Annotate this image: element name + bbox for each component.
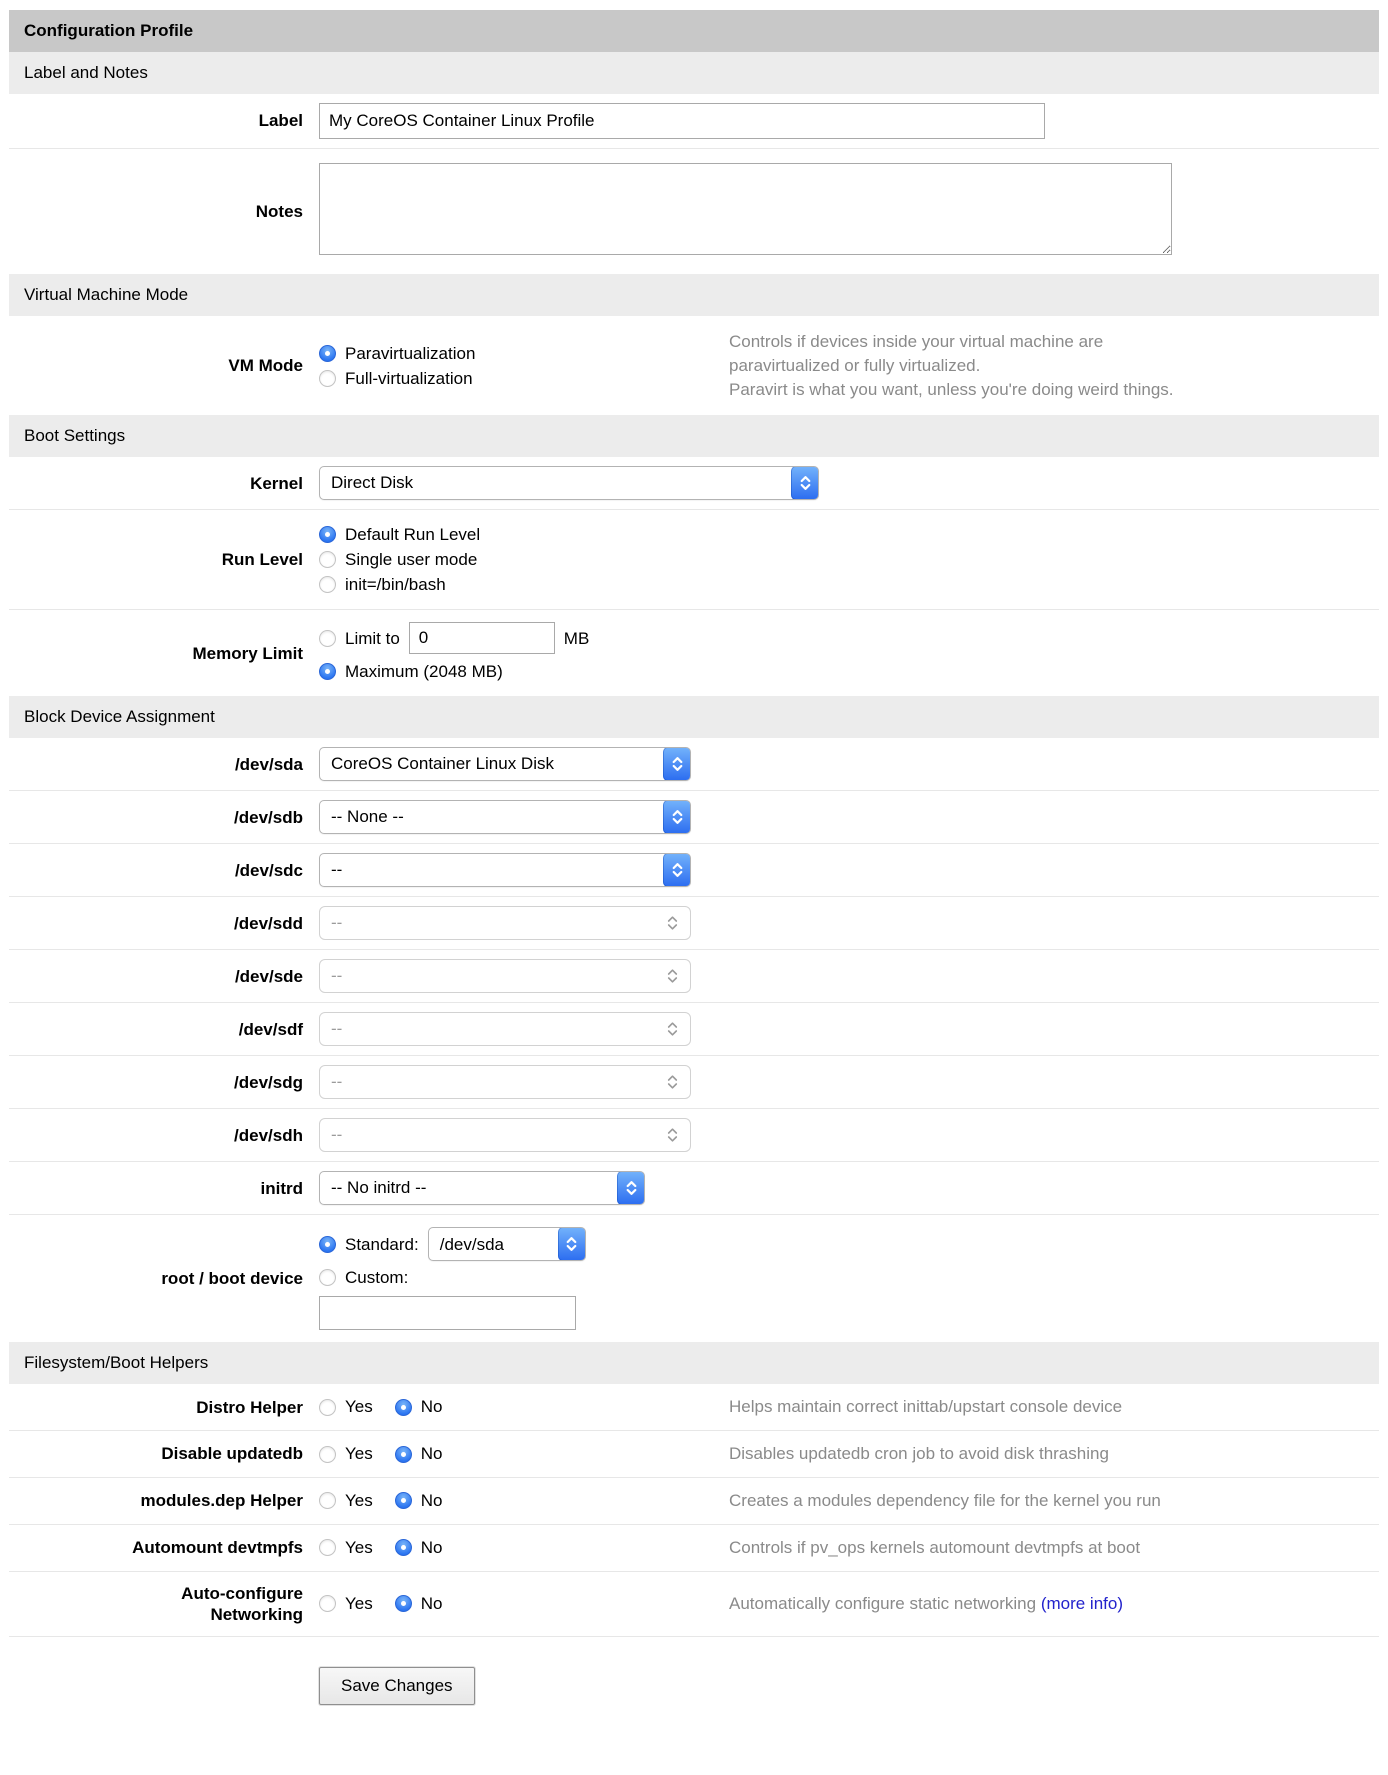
automount-devtmpfs-no-label: No: [420, 1537, 443, 1557]
label-field-label: Label: [258, 111, 303, 131]
automount-devtmpfs-row: [9, 1525, 1379, 1572]
distro-helper-yes-radio[interactable]: [319, 1399, 336, 1416]
root-device-standard-label: Standard:: [345, 1234, 419, 1254]
section-filesystem-boot-helpers: Filesystem/Boot Helpers: [9, 1342, 1379, 1384]
modules-dep-helper-help-text: Creates a modules dependency file for the kernel you run: [729, 1490, 1161, 1510]
device-sdh-select: [319, 1118, 691, 1152]
distro-helper-yes-label: Yes: [345, 1397, 373, 1417]
section-virtual-machine-mode: Virtual Machine Mode: [9, 274, 1379, 316]
auto-configure-networking-no-label: No: [420, 1593, 443, 1613]
run-level-row: [9, 510, 1379, 610]
run-level-label: Run Level: [221, 550, 303, 570]
modules-dep-helper-row: [9, 1478, 1379, 1525]
distro-helper-no-radio[interactable]: [395, 1399, 412, 1416]
more-info-link[interactable]: (more info): [1040, 1593, 1123, 1613]
disable-updatedb-no-radio[interactable]: [395, 1446, 412, 1463]
chevron-up-down-icon: [658, 959, 686, 993]
device-row-sdf: [9, 1003, 1379, 1056]
distro-helper-help-text: Helps maintain correct inittab/upstart console device: [729, 1397, 1123, 1417]
vm-mode-label: VM Mode: [228, 356, 303, 376]
auto-configure-networking-label: Auto-configure Networking: [181, 1583, 303, 1624]
modules-dep-helper-yes-radio[interactable]: [319, 1492, 336, 1509]
page-title: Configuration Profile: [9, 10, 1379, 52]
vm-mode-paravirtualization-radio[interactable]: [319, 345, 336, 362]
chevron-up-down-icon: [617, 1171, 645, 1205]
memory-limit-label: Memory Limit: [192, 643, 303, 663]
device-sdf-label: /dev/sdf: [238, 1019, 303, 1039]
chevron-up-down-icon: [663, 853, 691, 887]
device-sda-select[interactable]: [319, 747, 691, 781]
device-row-sdb: [9, 791, 1379, 844]
section-block-device-assignment: Block Device Assignment: [9, 696, 1379, 738]
chevron-up-down-icon: [558, 1227, 586, 1261]
chevron-up-down-icon: [791, 466, 819, 500]
auto-configure-networking-help-text: Automatically configure static networking: [729, 1593, 1041, 1613]
chevron-up-down-icon: [658, 906, 686, 940]
device-sde-label: /dev/sde: [234, 966, 303, 986]
device-sdg-select-value: --: [331, 1072, 343, 1092]
device-sdd-select-value: --: [331, 913, 343, 933]
run-level-init-bash-label: init=/bin/bash: [345, 575, 446, 595]
device-row-sdc: [9, 844, 1379, 897]
vm-mode-row: [9, 316, 1379, 415]
device-sdf-select: [319, 1012, 691, 1046]
automount-devtmpfs-yes-label: Yes: [345, 1537, 373, 1557]
root-device-standard-select[interactable]: [428, 1227, 586, 1261]
device-sda-label: /dev/sda: [234, 754, 303, 774]
device-sdc-select[interactable]: [319, 853, 691, 887]
notes-row: [9, 149, 1379, 274]
run-level-init-bash-radio[interactable]: [319, 576, 336, 593]
memory-limit-unit: MB: [563, 628, 590, 648]
device-row-sda: [9, 738, 1379, 791]
root-device-standard-select-value: /dev/sda: [439, 1234, 504, 1254]
device-sdh-label: /dev/sdh: [234, 1125, 303, 1145]
label-row: [9, 94, 1379, 149]
device-sdb-select-value: -- None --: [331, 807, 404, 827]
device-sdh-select-value: --: [331, 1125, 343, 1145]
auto-configure-networking-yes-radio[interactable]: [319, 1595, 336, 1612]
initrd-select[interactable]: [319, 1171, 645, 1205]
disable-updatedb-label: Disable updatedb: [161, 1444, 303, 1464]
device-sda-select-value: CoreOS Container Linux Disk: [331, 754, 554, 774]
chevron-up-down-icon: [658, 1065, 686, 1099]
device-sdd-label: /dev/sdd: [234, 913, 303, 933]
device-sdf-select-value: --: [331, 1019, 343, 1039]
device-row-sde: [9, 950, 1379, 1003]
distro-helper-label: Distro Helper: [196, 1397, 303, 1417]
run-level-single-user-label: Single user mode: [345, 550, 478, 570]
kernel-select[interactable]: [319, 466, 819, 500]
device-sdb-label: /dev/sdb: [234, 807, 303, 827]
vm-mode-help-text-1: Controls if devices inside your virtual machine are paravirtualized or fully virtualized.: [729, 332, 1104, 375]
device-row-sdg: [9, 1056, 1379, 1109]
root-device-custom-radio[interactable]: [319, 1269, 336, 1286]
vm-mode-help-text-2: Paravirt is what you want, unless you're doing weird things.: [729, 379, 1174, 399]
device-sdc-select-value: --: [331, 860, 343, 880]
chevron-up-down-icon: [663, 800, 691, 834]
device-row-sdd: [9, 897, 1379, 950]
root-device-standard-radio[interactable]: [319, 1236, 336, 1253]
distro-helper-row: [9, 1384, 1379, 1431]
memory-limit-to-radio[interactable]: [319, 630, 336, 647]
auto-configure-networking-row: [9, 1572, 1379, 1638]
modules-dep-helper-yes-label: Yes: [345, 1490, 373, 1510]
run-level-default-radio[interactable]: [319, 526, 336, 543]
vm-mode-full-virtualization-label: Full-virtualization: [345, 368, 473, 388]
memory-maximum-radio[interactable]: [319, 663, 336, 680]
automount-devtmpfs-yes-radio[interactable]: [319, 1539, 336, 1556]
device-sdb-select[interactable]: [319, 800, 691, 834]
chevron-up-down-icon: [658, 1118, 686, 1152]
chevron-up-down-icon: [658, 1012, 686, 1046]
kernel-label: Kernel: [250, 473, 303, 493]
device-sdc-label: /dev/sdc: [234, 860, 303, 880]
initrd-select-value: -- No initrd --: [331, 1178, 427, 1198]
automount-devtmpfs-help-text: Controls if pv_ops kernels automount devtmpfs at boot: [729, 1537, 1141, 1557]
memory-limit-row: [9, 610, 1379, 696]
device-sdd-select: [319, 906, 691, 940]
notes-textarea[interactable]: [319, 163, 1172, 255]
root-device-custom-label: Custom:: [345, 1268, 409, 1288]
disable-updatedb-yes-radio[interactable]: [319, 1446, 336, 1463]
kernel-select-value: Direct Disk: [331, 473, 414, 493]
automount-devtmpfs-no-radio[interactable]: [395, 1539, 412, 1556]
section-boot-settings: Boot Settings: [9, 415, 1379, 457]
disable-updatedb-yes-label: Yes: [345, 1444, 373, 1464]
run-level-single-user-radio[interactable]: [319, 551, 336, 568]
memory-limit-input[interactable]: [409, 622, 555, 654]
chevron-up-down-icon: [663, 747, 691, 781]
automount-devtmpfs-label: Automount devtmpfs: [132, 1538, 303, 1558]
device-sde-select: [319, 959, 691, 993]
section-label-and-notes: Label and Notes: [9, 52, 1379, 94]
modules-dep-helper-no-label: No: [420, 1490, 443, 1510]
auto-configure-networking-yes-label: Yes: [345, 1593, 373, 1613]
configuration-profile-form: [9, 10, 1379, 1711]
root-device-custom-input[interactable]: [319, 1296, 576, 1330]
modules-dep-helper-no-radio[interactable]: [395, 1492, 412, 1509]
modules-dep-helper-label: modules.dep Helper: [140, 1491, 303, 1511]
vm-mode-full-virtualization-radio[interactable]: [319, 370, 336, 387]
save-row: [319, 1637, 1379, 1711]
disable-updatedb-no-label: No: [420, 1444, 443, 1464]
device-sde-select-value: --: [331, 966, 343, 986]
auto-configure-networking-no-radio[interactable]: [395, 1595, 412, 1612]
device-row-sdh: [9, 1109, 1379, 1162]
disable-updatedb-help-text: Disables updatedb cron job to avoid disk thrashing: [729, 1444, 1109, 1464]
label-input[interactable]: [319, 103, 1045, 139]
vm-mode-paravirtualization-label: Paravirtualization: [345, 343, 476, 363]
device-sdg-label: /dev/sdg: [234, 1072, 303, 1092]
kernel-row: [9, 457, 1379, 510]
disable-updatedb-row: [9, 1431, 1379, 1478]
memory-maximum-label: Maximum (2048 MB): [345, 662, 503, 682]
notes-field-label: Notes: [255, 201, 303, 221]
initrd-label: initrd: [260, 1178, 303, 1198]
root-boot-device-row: [9, 1215, 1379, 1342]
distro-helper-no-label: No: [420, 1397, 443, 1417]
run-level-default-label: Default Run Level: [345, 525, 481, 545]
root-boot-device-label: root / boot device: [161, 1269, 303, 1289]
save-changes-button[interactable]: Save Changes: [319, 1667, 475, 1705]
device-sdg-select: [319, 1065, 691, 1099]
initrd-row: [9, 1162, 1379, 1215]
memory-limit-to-label: Limit to: [345, 628, 400, 648]
